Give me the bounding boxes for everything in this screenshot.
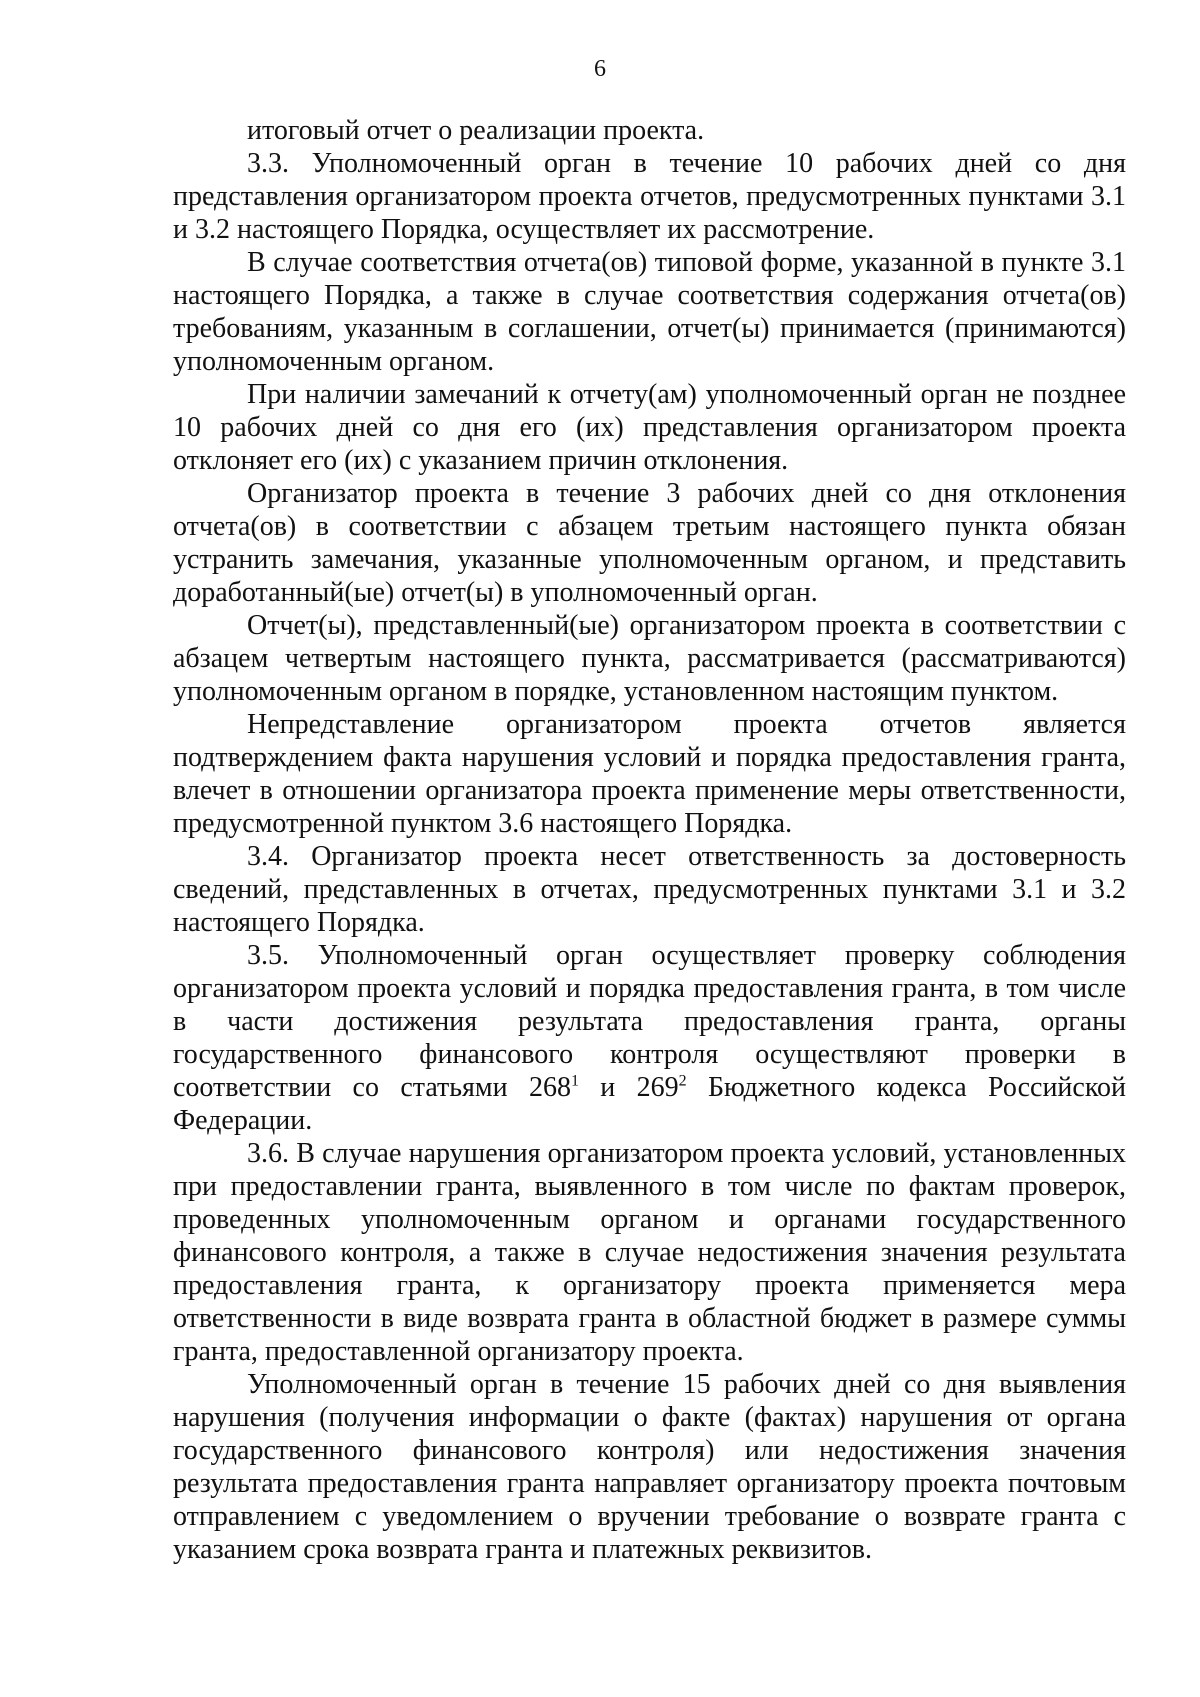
- paragraph-report-acceptance: В случае соответствия отчета(ов) типовой форме, указанной в пункте 3.1 настоящего Порядка, а также в случае соответствия содержания отчета(ов) требованиям, указанным в соглашении, отчет(ы) принимается (принимаются) уполномоченным органом.: [173, 247, 1126, 377]
- paragraph-remarks: При наличии замечаний к отчету(ам) уполномоченный орган не позднее 10 рабочих дней со дня его (их) представления организатором проекта отклоняет его (их) с указанием причин отклонения.: [173, 379, 1126, 476]
- paragraph-3-4: 3.4. Организатор проекта несет ответственность за достоверность сведений, представленных в отчетах, предусмотренных пунктами 3.1 и 3.2 настоящего Порядка.: [173, 841, 1126, 938]
- paragraph-grant-return: Уполномоченный орган в течение 15 рабочих дней со дня выявления нарушения (получения информации о факте (фактах) нарушения от органа государственного финансового контроля) или недостижения значения результата предоставления гранта направляет организатору проекта почтовым отправлением с уведомлением о вручении требование о возврате гранта с указанием срока возврата гранта и платежных реквизитов.: [173, 1369, 1126, 1565]
- article-268-superscript: 1: [570, 1072, 579, 1090]
- paragraph-resubmitted-report: Отчет(ы), представленный(ые) организатором проекта в соответствии с абзацем четвертым настоящего пункта, рассматривается (рассматриваются) уполномоченным органом в порядке, установленном настоящим пунктом.: [173, 610, 1126, 707]
- paragraph-report-final: итоговый отчет о реализации проекта.: [247, 115, 705, 146]
- paragraph-3-5-text-3: Бюджетного кодекса Российской Федерации.: [173, 1072, 1127, 1136]
- paragraph-3-6: 3.6. В случае нарушения организатором проекта условий, установленных при предоставлении гранта, выявленного в том числе по фактам проверок, проведенных уполномоченным органом и органами государственного финансового контроля, а также в случае недостижения значения результата предоставления гранта, к организатору проекта применяется мера ответственности в виде возврата гранта в областной бюджет в размере суммы гранта, предоставленной организатору проекта.: [173, 1138, 1126, 1367]
- paragraph-3-3: 3.3. Уполномоченный орган в течение 10 рабочих дней со дня представления организатором проекта отчетов, предусмотренных пунктами 3.1 и 3.2 настоящего Порядка, осуществляет их рассмотрение.: [173, 148, 1126, 245]
- page-number: 6: [594, 56, 606, 82]
- paragraph-non-submission: Непредставление организатором проекта отчетов является подтверждением факта нарушения условий и порядка предоставления гранта, влечет в отношении организатора проекта применение меры ответственности, предусмотренной пунктом 3.6 настоящего Порядка.: [173, 709, 1126, 839]
- article-269-superscript: 2: [678, 1072, 687, 1090]
- paragraph-fix-remarks: Организатор проекта в течение 3 рабочих дней со дня отклонения отчета(ов) в соответствии с абзацем третьим настоящего пункта обязан устранить замечания, указанные уполномоченным органом, и представить доработанный(ые) отчет(ы) в уполномоченный орган.: [173, 478, 1126, 608]
- paragraph-3-5: [173, 939, 1126, 1137]
- document-body: [173, 114, 1126, 1566]
- paragraph-3-5-text-1: 3.5. Уполномоченный орган осуществляет проверку соблюдения организатором проекта условий и порядка предоставления гранта, в том числе в части достижения результата предоставления гранта, органы государственного финансового контроля осуществляют проверки в соответствии со статьями 268: [173, 940, 1126, 1103]
- paragraph-3-5-text-2: и 269: [578, 1072, 679, 1103]
